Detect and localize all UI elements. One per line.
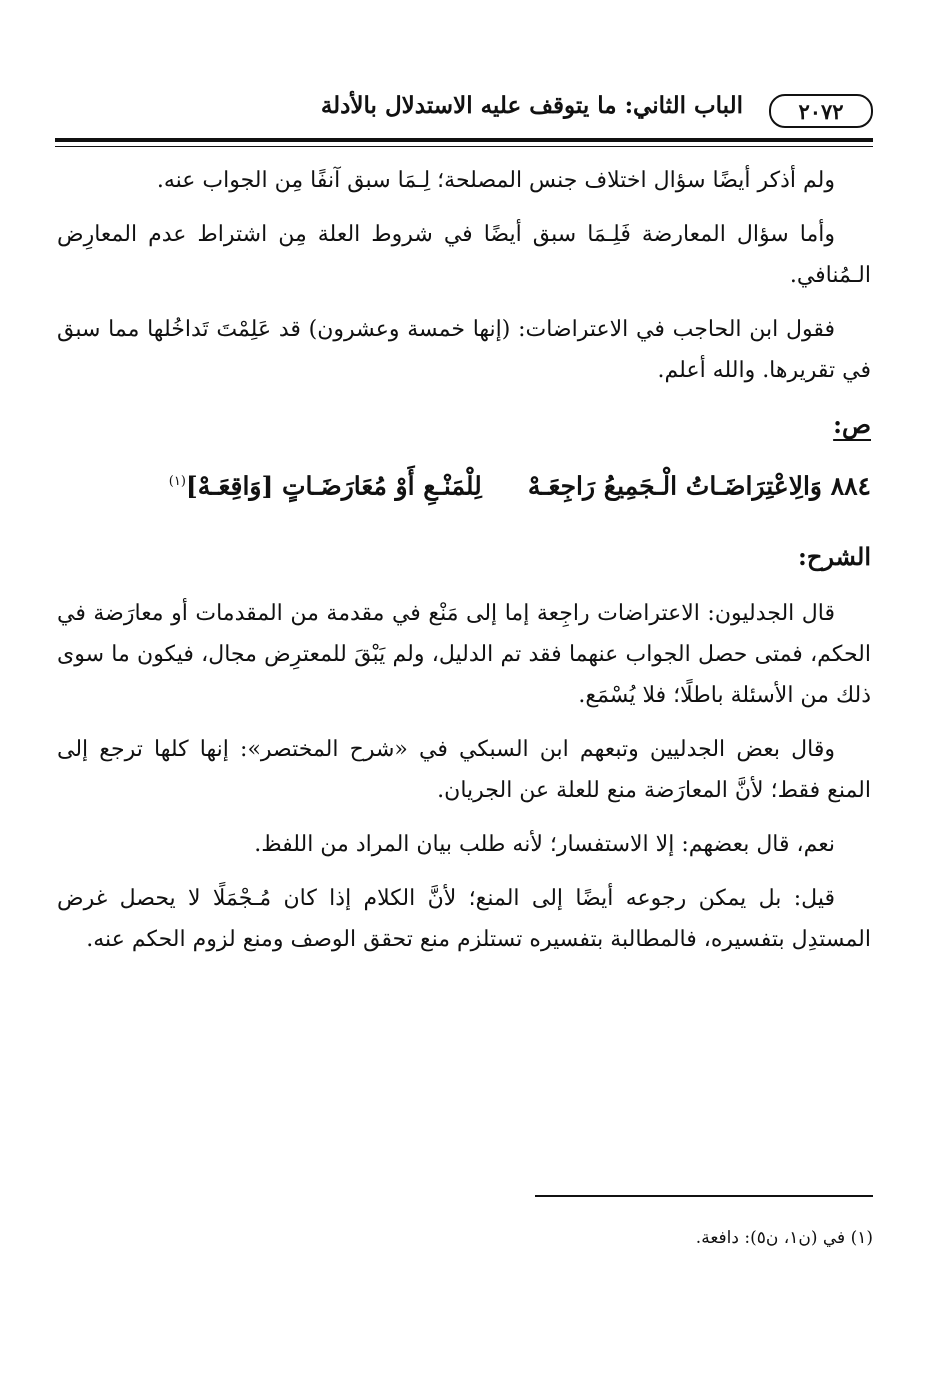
running-title: الباب الثاني: ما يتوقف عليه الاستدلال بالأدلة xyxy=(320,92,743,119)
commentary-label: الشرح: xyxy=(798,542,871,572)
page-number: ٢٠٧٢ xyxy=(769,94,873,128)
paragraph-1: ولم أذكر أيضًا سؤال اختلاف جنس المصلحة؛ لِـمَا سبق آنفًا مِن الجواب عنه. xyxy=(156,168,835,193)
header-rule-thin xyxy=(55,146,873,147)
footnote-1: (١) في (ن١، ن٥): دافعة. xyxy=(695,1228,873,1248)
main-text xyxy=(57,160,871,973)
paragraph-6: نعم، قال بعضهم: إلا الاستفسار؛ لأنه طلب بيان المراد من اللفظ. xyxy=(254,832,835,858)
paragraph-3: فقول ابن الحاجب في الاعتراضات: (إنها خمسة وعشرون) قد عَلِمْتَ تَداخُلها مما سبق في تقريرها. والله أعلم. xyxy=(57,317,871,383)
paragraph-4: قال الجدليون: الاعتراضات راجِعة إما إلى مَنْع في مقدمة من المقدمات أو معارَضة في الحكم، فمتى حصل الجواب عنهما فقد تم الدليل، ولم يَبْقَ للمعترِض مجال، فيكون ما سوى ذلك من الأسئلة باطلًا؛ فلا يُسْمَع. xyxy=(57,601,871,709)
text-label-value: ص: xyxy=(833,410,871,439)
verse-line xyxy=(57,461,871,506)
paragraph-2: وأما سؤال المعارضة فَلِـمَا سبق أيضًا في شروط العلة مِن اشتراط عدم المعارِض الـمُنافي. xyxy=(57,222,871,288)
header-rule-thick xyxy=(55,138,873,142)
verse-first-hemistich: ٨٨٤ وَالِاعْتِرَاضَـاتُ الْـجَمِيعُ رَاجِعَـهْ xyxy=(527,471,871,501)
paragraph-5: وقال بعض الجدليين وتبعهم ابن السبكي في «شرح المختصر»: إنها كلها ترجع إلى المنع فقط؛ لأنَّ المعارَضة منع للعلة عن الجريان. xyxy=(57,737,871,804)
footnote-separator xyxy=(535,1195,873,1197)
page-header xyxy=(55,88,873,134)
verse-second-hemistich: لِلْمَنْـعِ أَوْ مُعَارَضَـاتٍ [وَاقِعَـهْ] xyxy=(185,471,482,501)
footnote-ref: (١) xyxy=(168,474,186,489)
paragraph-7: قيل: بل يمكن رجوعه أيضًا إلى المنع؛ لأنَّ الكلام إذا كان مُـجْمَلًا لا يحصل غرض المستدِل بتفسيره، فالمطالبة بتفسيره تستلزم منع تحقق الوصف ومنع لزوم الحكم عنه. xyxy=(57,886,871,953)
text-label xyxy=(57,404,871,445)
